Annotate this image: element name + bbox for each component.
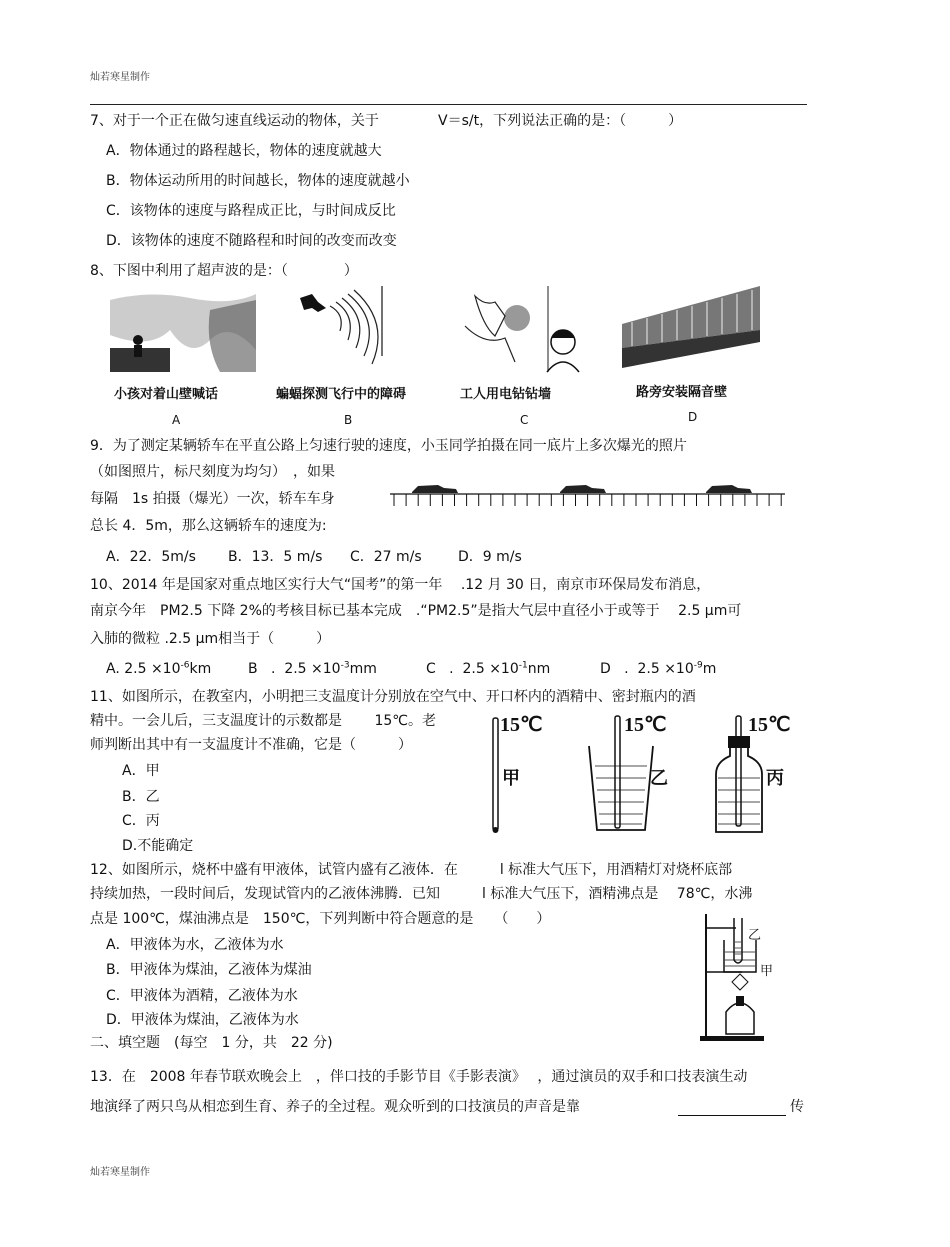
- car-icon: [706, 485, 752, 493]
- q10-option-d-exp: -9: [693, 660, 703, 671]
- q10-line-2: 南京今年 PM2.5 下降 2%的考核目标已基本完成 .“PM2.5”是指大气层中直径小于或等于 2.5 μm可: [90, 603, 742, 619]
- q8-caption-c: 工人用电钻钻墙: [460, 387, 552, 402]
- worker-drilling-image: [455, 286, 580, 372]
- apparatus-label-jia: 甲: [760, 964, 774, 979]
- thermometer-a-label: 甲: [502, 768, 520, 789]
- q8-caption-b: 蝙蝠探测飞行中的障碍: [276, 387, 407, 402]
- q9-option-b: B．13．5 m/s: [228, 549, 323, 565]
- q10-option-a-base: 2.5 ×10: [124, 661, 181, 677]
- q12-option-a: A．甲液体为水，乙液体为水: [106, 937, 284, 953]
- q11-option-d: D.不能确定: [122, 838, 194, 854]
- q7-stem-b: V＝s/t，下列说法正确的是：（ ）: [438, 113, 683, 129]
- q13-line-2a: 地演绎了两只鸟从相恋到生育、养子的全过程。观众听到的口技演员的声音是靠: [90, 1099, 580, 1115]
- q9-line-4: 总长 4．5m，那么这辆轿车的速度为:: [90, 518, 327, 534]
- q11-option-b: B．乙: [122, 789, 160, 805]
- q13-line-1: 13．在 2008 年春节联欢晚会上 ，伴口技的手影节目《手影表演》 ，通过演员的双手和口技表演生动: [90, 1069, 748, 1085]
- q11-option-a: A．甲: [122, 763, 160, 779]
- q12-line-1: 12、如图所示，烧杯中盛有甲液体，试管内盛有乙液体．在 l 标准大气压下，用酒精灯对烧杯底部: [90, 862, 733, 878]
- q12-option-c: C．甲液体为酒精，乙液体为水: [106, 988, 298, 1004]
- q10-option-c-exp: -1: [518, 660, 528, 671]
- header-watermark: 灿若寒星制作: [90, 72, 150, 83]
- q8-caption-d: 路旁安装隔音壁: [636, 385, 728, 400]
- q7-option-d: D．该物体的速度不随路程和时间的改变而改变: [106, 233, 397, 249]
- q12-option-d: D．甲液体为煤油，乙液体为水: [106, 1012, 299, 1028]
- thermometer-b-reading: 15℃: [624, 714, 667, 736]
- q10-option-b: B . $2.5 \times 10^{-3}mm$: [248, 660, 377, 677]
- q8-stem: 8、下图中利用了超声波的是：（ ）: [90, 263, 358, 279]
- q10-option-d-unit: m: [702, 661, 717, 677]
- thermometer-a-reading: 15℃: [500, 714, 543, 736]
- car-icon: [412, 485, 458, 493]
- q12-option-b: B．甲液体为煤油，乙液体为煤油: [106, 962, 312, 978]
- q8-letter-c: C: [520, 413, 529, 427]
- q7-stem-a: 7、对于一个正在做匀速直线运动的物体，关于: [90, 113, 379, 129]
- q13-line-2b: 传: [790, 1099, 804, 1115]
- q9-line-1: 9．为了测定某辆轿车在平直公路上匀速行驶的速度，小玉同学拍摄在同一底片上多次爆光的照片: [90, 438, 687, 454]
- q8-letter-d: D: [688, 410, 698, 424]
- ruler-with-cars: [390, 478, 785, 512]
- q10-option-d-base: 2.5 ×10: [637, 661, 694, 677]
- q12-line-2: 持续加热，一段时间后，发现试管内的乙液体沸腾．已知 l 标准大气压下，酒精沸点是 78℃，水沸: [90, 886, 753, 902]
- q9-option-c: C．27 m/s: [350, 549, 422, 565]
- q12-line-3: 点是 100℃，煤油沸点是 150℃，下列判断中符合题意的是 （ ）: [90, 911, 551, 927]
- q10-option-b-letter: B: [248, 661, 258, 677]
- q10-option-b-base: 2.5 ×10: [284, 661, 341, 677]
- q7-option-a: A．物体通过的路程越长，物体的速度就越大: [106, 143, 382, 159]
- q11-line-1: 11、如图所示，在教室内，小明把三支温度计分别放在空气中、开口杯内的酒精中、密封瓶内的酒: [90, 689, 696, 705]
- q10-option-c: C . $2.5 \times 10^{-1}nm$: [426, 660, 551, 677]
- q11-line-3: 师判断出其中有一支温度计不准确，它是（ ）: [90, 737, 412, 753]
- thermometer-c-reading: 15℃: [748, 714, 791, 736]
- q13-answer-blank[interactable]: [678, 1098, 786, 1116]
- q10-option-b-exp: -3: [340, 660, 350, 671]
- q10-line-3: 入肺的微粒 .2.5 μm相当于（ ）: [90, 631, 331, 647]
- section-2-title: 二、填空题 (每空 1 分，共 22 分): [90, 1035, 333, 1051]
- q11-option-c: C．丙: [122, 813, 160, 829]
- car-icon: [560, 485, 606, 493]
- q10-option-c-unit: nm: [527, 661, 551, 677]
- q8-letter-a: A: [172, 413, 181, 427]
- bat-sonar-image: [290, 286, 400, 372]
- footer-watermark: 灿若寒星制作: [90, 1167, 150, 1178]
- q10-option-d-letter: D: [600, 661, 611, 677]
- q9-line-3: 每隔 1s 拍摄（爆光）一次，轿车车身: [90, 491, 335, 507]
- q9-line-2: （如图照片，标尺刻度为均匀） ，如果: [90, 464, 335, 480]
- q8-letter-b: B: [344, 413, 353, 427]
- q10-option-d: D . $2.5 \times 10^{-9}m$: [600, 660, 717, 677]
- q10-option-b-unit: mm: [349, 661, 377, 677]
- sound-barrier-image: [622, 282, 760, 372]
- q7-option-c: C．该物体的速度与路程成正比，与时间成反比: [106, 203, 396, 219]
- thermometer-b-label: 乙: [650, 768, 668, 789]
- q9-option-a: A．22．5m/s: [106, 549, 196, 565]
- apparatus-label-yi: 乙: [748, 928, 762, 943]
- q10-option-a-letter: A.: [106, 661, 120, 677]
- q10-option-c-letter: C: [426, 661, 436, 677]
- thermometer-c-label: 丙: [766, 768, 784, 789]
- q9-option-d: D．9 m/s: [458, 549, 522, 565]
- q11-line-2: 精中。一会儿后，三支温度计的示数都是 15℃。老: [90, 713, 436, 729]
- q8-caption-a: 小孩对着山壁喊话: [114, 387, 219, 402]
- q7-option-b: B．物体运动所用的时间越长，物体的速度就越小: [106, 173, 410, 189]
- q10-line-1: 10、2014 年是国家对重点地区实行大气“国考”的第一年 .12 月 30 日，南京市环保局发布消息，: [90, 577, 711, 593]
- child-shouting-image: [110, 290, 256, 372]
- header-rule: [90, 104, 807, 105]
- q10-option-a-unit: km: [189, 661, 212, 677]
- q10-option-a: [106, 660, 211, 678]
- q10-option-a-exp: -6: [180, 660, 190, 671]
- q10-option-c-base: 2.5 ×10: [462, 661, 519, 677]
